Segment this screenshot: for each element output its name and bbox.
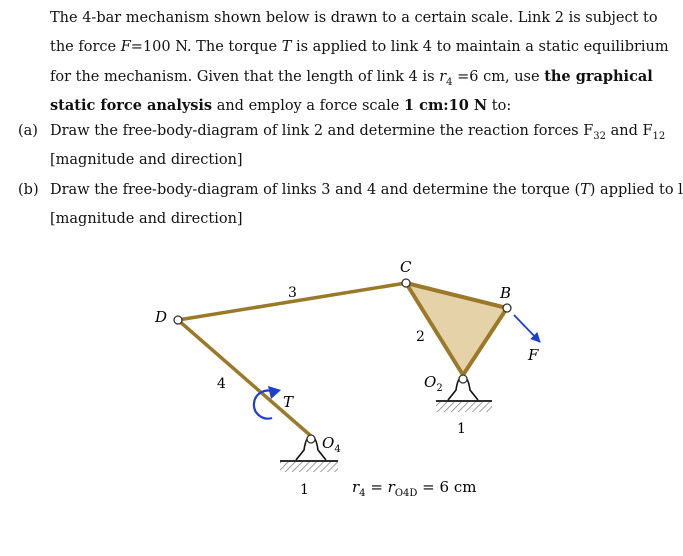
length-symbol: r (439, 69, 447, 85)
statement-text: to: (487, 98, 512, 114)
label-b: B (500, 284, 512, 302)
joint-c (402, 279, 410, 287)
torque-symbol: T (580, 182, 590, 198)
statement-text: The 4-bar mechanism shown below is drawn to a certain scale. Link 2 is subject to (50, 10, 658, 26)
part-b-text: [magnitude and direction] (50, 211, 243, 227)
label-link-4: 4 (217, 376, 226, 392)
part-a-text: and F (606, 123, 653, 139)
label-o2: $O_2$ (424, 373, 443, 394)
link-4 (178, 320, 311, 436)
label-f: F (528, 346, 539, 364)
statement-text: for the mechanism. Given that the length of link 4 is (50, 69, 440, 85)
length-equation: $r_4 = r_{O4D} = 6$ cm (352, 478, 477, 499)
torque-symbol: T (281, 39, 292, 55)
statement-text: is applied to link 4 to maintain a static equilibrium (291, 39, 669, 55)
ground-support-o2 (436, 375, 492, 412)
emphasis-text: the graphical (544, 68, 653, 85)
part-b-text: ) applied to l (589, 182, 683, 198)
label-c: C (400, 258, 412, 276)
statement-text: and employ a force scale (212, 98, 404, 114)
part-a-subscript: 12 (652, 131, 666, 142)
length-subscript: 4 (446, 77, 453, 88)
statement-text: =100 N. The torque (130, 39, 282, 55)
force-symbol: F (120, 39, 131, 55)
statement-text: the force (50, 39, 121, 55)
joint-d (174, 316, 182, 324)
label-t: T (283, 393, 294, 411)
part-b-label: (b) (18, 182, 39, 198)
part-a-subscript: 32 (593, 131, 606, 142)
emphasis-text: static force analysis (50, 97, 213, 114)
part-a-label: (a) (18, 123, 38, 139)
part-a-text: Draw the free-body-diagram of link 2 and determine the reaction forces F (50, 123, 594, 139)
label-ground-left: 1 (300, 482, 309, 498)
label-o4: $O_4$ (322, 434, 341, 455)
joint-b (503, 304, 511, 312)
force-scale: 1 cm:10 N (404, 97, 488, 114)
statement-text: =6 cm, use (452, 69, 545, 85)
label-ground-right: 1 (457, 421, 466, 437)
torque-arrowhead-icon (268, 386, 281, 399)
label-d: D (155, 308, 168, 326)
part-a-text: [magnitude and direction] (50, 152, 243, 168)
part-b-text: Draw the free-body-diagram of links 3 and 4 and determine the torque ( (50, 182, 581, 198)
label-link-3: 3 (288, 285, 297, 301)
label-link-2: 2 (416, 329, 425, 345)
force-f-arrow (514, 315, 540, 342)
